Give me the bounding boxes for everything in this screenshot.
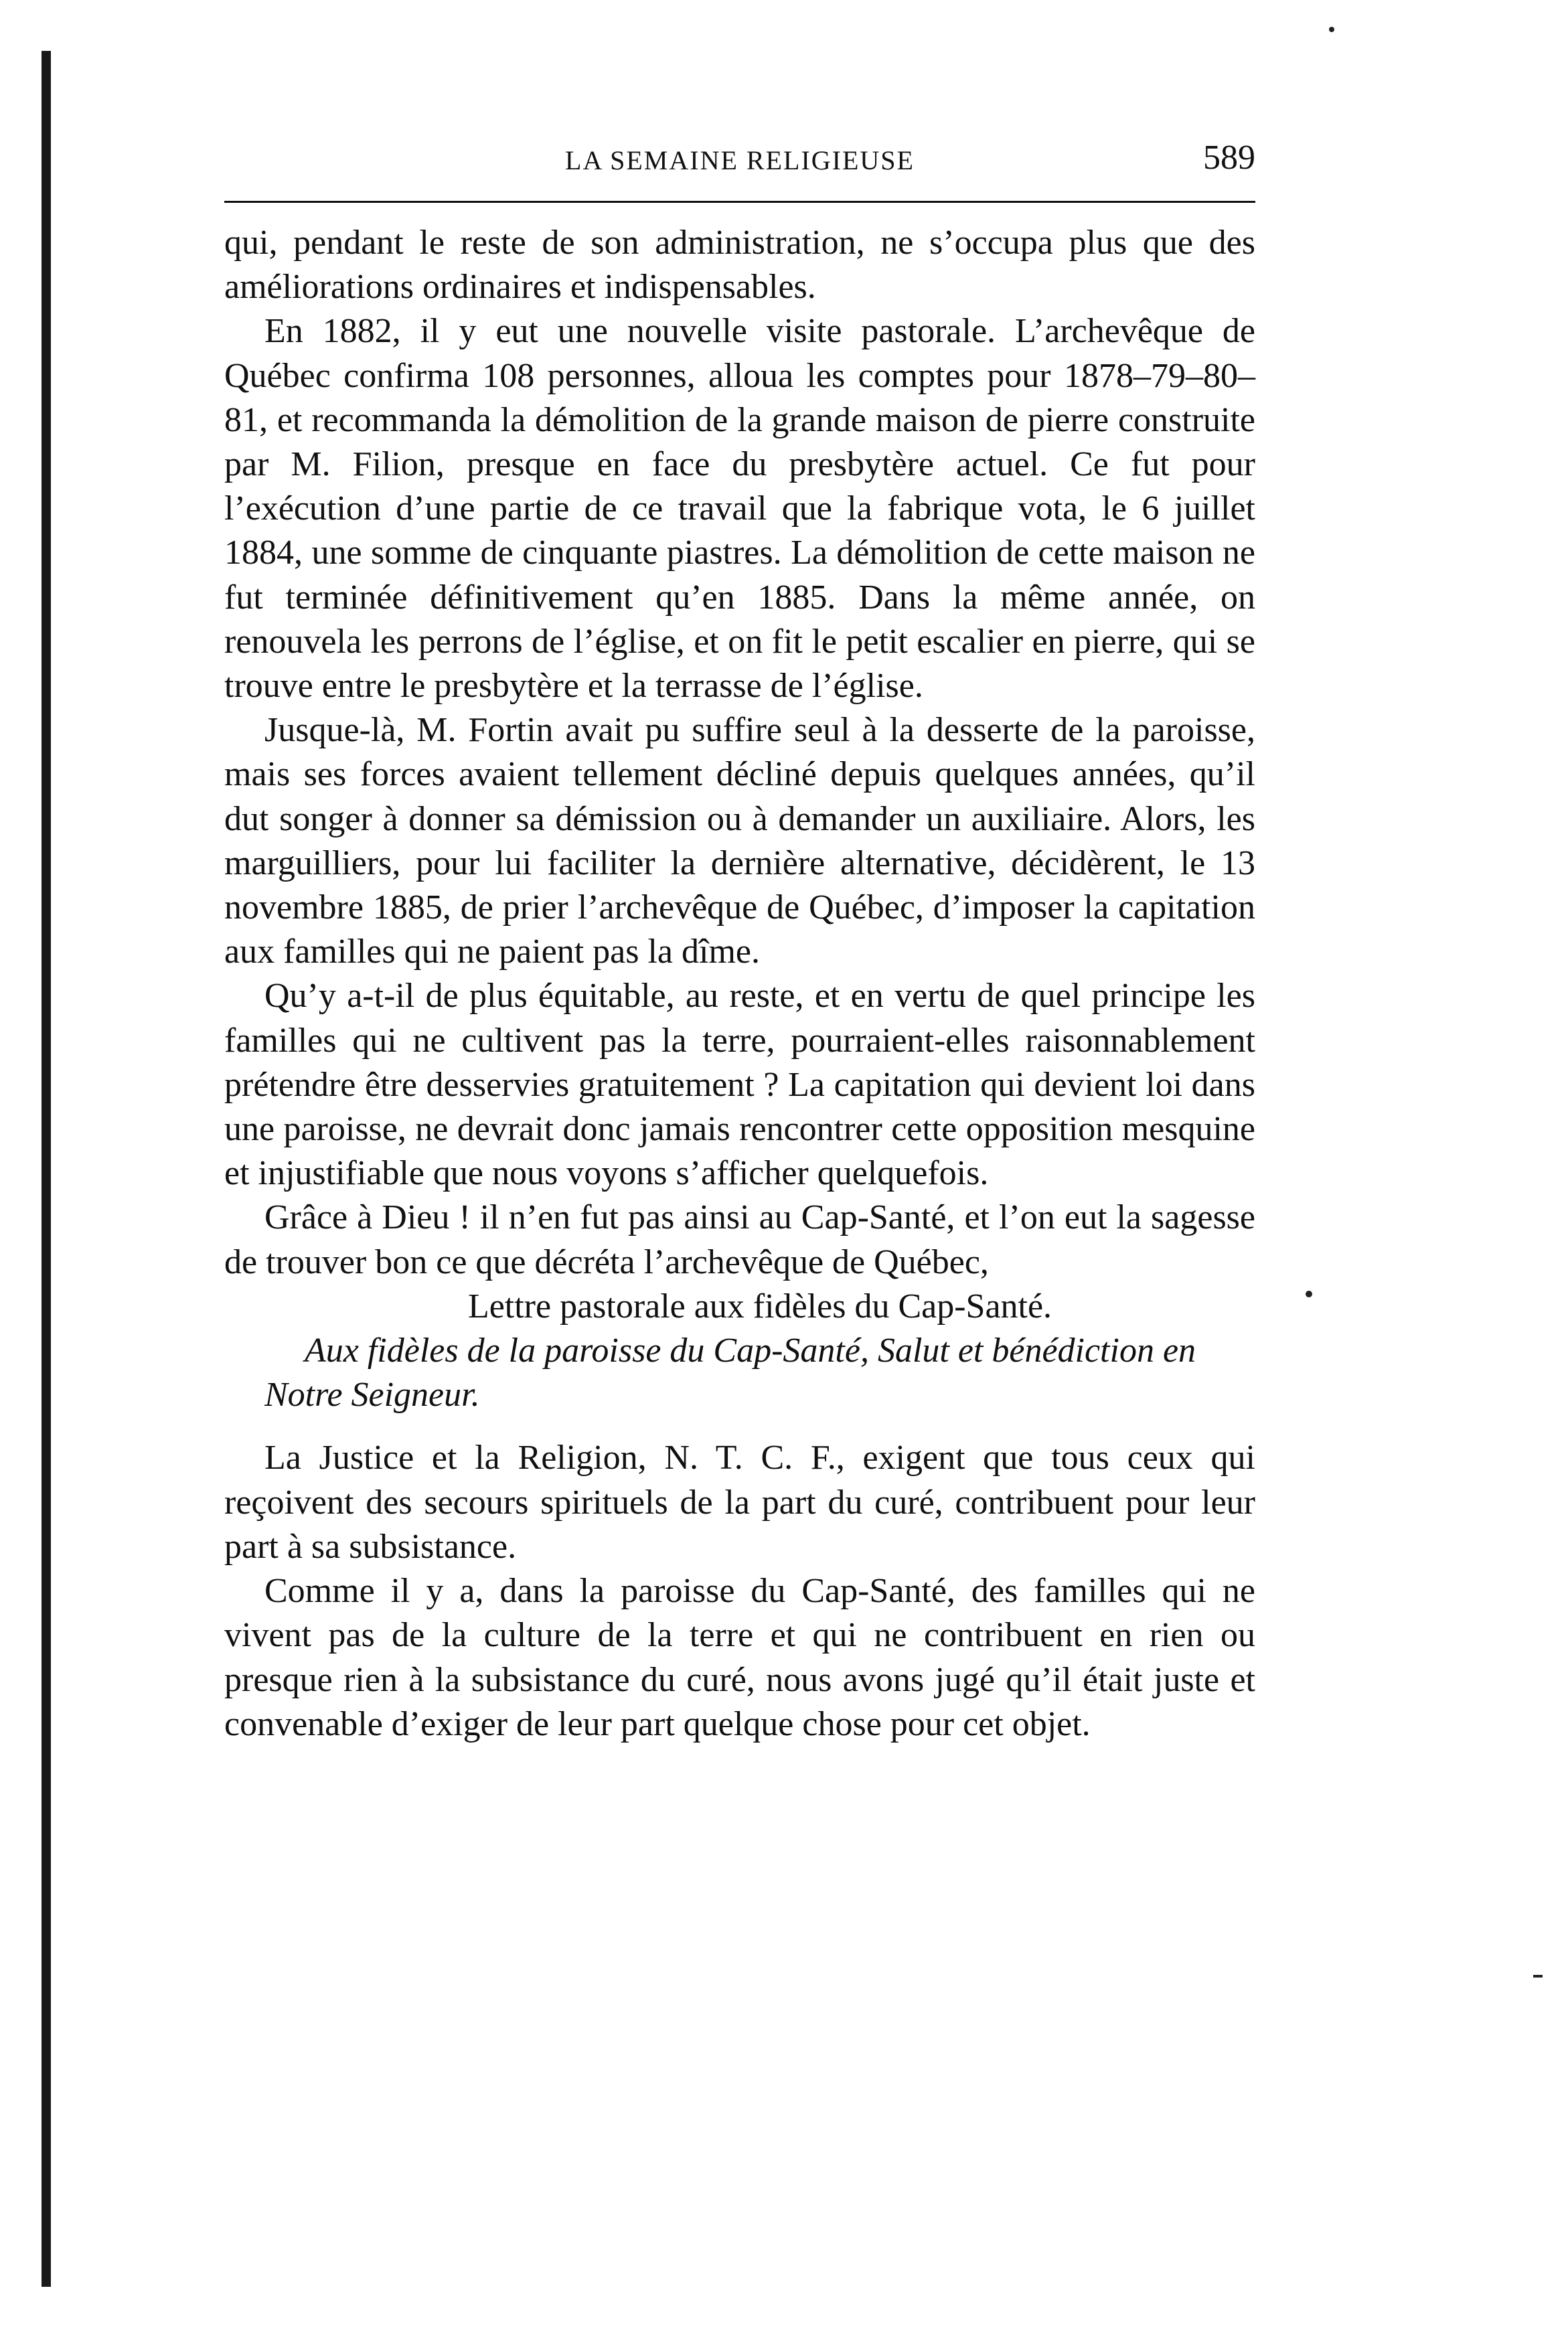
letter-heading: Lettre pastorale aux fidèles du Cap-Santé. xyxy=(467,1287,1052,1325)
paragraph: Grâce à Dieu ! il n’en fut pas ainsi au Cap-Santé, et l’on eut la sagesse de trouver bon ce que décréta l’archevêque de Québec, xyxy=(224,1198,1255,1281)
paragraph: Comme il y a, dans la paroisse du Cap-Santé, des familles qui ne vivent pas de la culture de la terre et qui ne contribuent en rien ou presque rien à la subsistance du curé, nous avons jugé qu’il était juste et convenable d’exiger de leur part quelque chose pour cet objet. xyxy=(224,1572,1255,1743)
body-text xyxy=(224,221,1255,1747)
paragraph: Jusque-là, M. Fortin avait pu suffire seul à la desserte de la paroisse, mais ses forces avaient tellement décliné depuis quelques années, qu’il dut songer à donner sa démission ou à demander un auxiliaire. Alors, les marguilliers, pour lui faciliter la dernière alternative, décidèrent, le 13 novembre 1885, de prier l’archevêque de Québec, d’imposer la capitation aux familles qui ne paient pas la dîme. xyxy=(224,711,1255,971)
paragraph: qui, pendant le reste de son administration, ne s’occupa plus que des améliorations ordinaires et indispensables. xyxy=(224,224,1255,307)
paragraph: Qu’y a-t-il de plus équitable, au reste, et en vertu de quel principe les familles qui ne cultivent pas la terre, pourraient-elles raisonnablement prétendre être desservies gratuitement ? La capitation qui devient loi dans une paroisse, ne devrait donc jamais rencontrer cette opposition mesquine et injustifiable que nous voyons s’afficher quelquefois. xyxy=(224,977,1255,1193)
paragraph: La Justice et la Religion, N. T. C. F., exigent que tous ceux qui reçoivent des secours spirituels de la part du curé, contribuent pour leur part à sa subsistance. xyxy=(224,1439,1255,1566)
running-head: LA SEMAINE RELIGIEUSE xyxy=(565,145,915,175)
paragraph: En 1882, il y eut une nouvelle visite pastorale. L’archevêque de Québec confirma 108 personnes, alloua les comptes pour 1878–79–80–81, et recommanda la démolition de la grande maison de pierre construite par M. Filion, presque en face du presbytère actuel. Ce fut pour l’exécution d’une partie de ce travail que la fabrique vota, le 6 juillet 1884, une somme de cinquante piastres. La démolition de cette maison ne fut terminée définitivement qu’en 1885. Dans la même année, on renouvela les perrons de l’église, et on fit le petit escalier en pierre, qui se trouve entre le presbytère et la terrasse de l’église. xyxy=(224,312,1255,706)
page-number: 589 xyxy=(1203,139,1255,177)
page-header xyxy=(224,133,1255,186)
binding-edge xyxy=(42,51,51,2287)
ink-speck xyxy=(1306,1291,1312,1297)
header-rule xyxy=(224,201,1255,203)
letter-address: Aux fidèles de la paroisse du Cap-Santé, Salut et bénédiction en Notre Seigneur. xyxy=(264,1332,1196,1415)
ink-speck xyxy=(1533,1975,1543,1978)
ink-speck xyxy=(1329,27,1334,32)
